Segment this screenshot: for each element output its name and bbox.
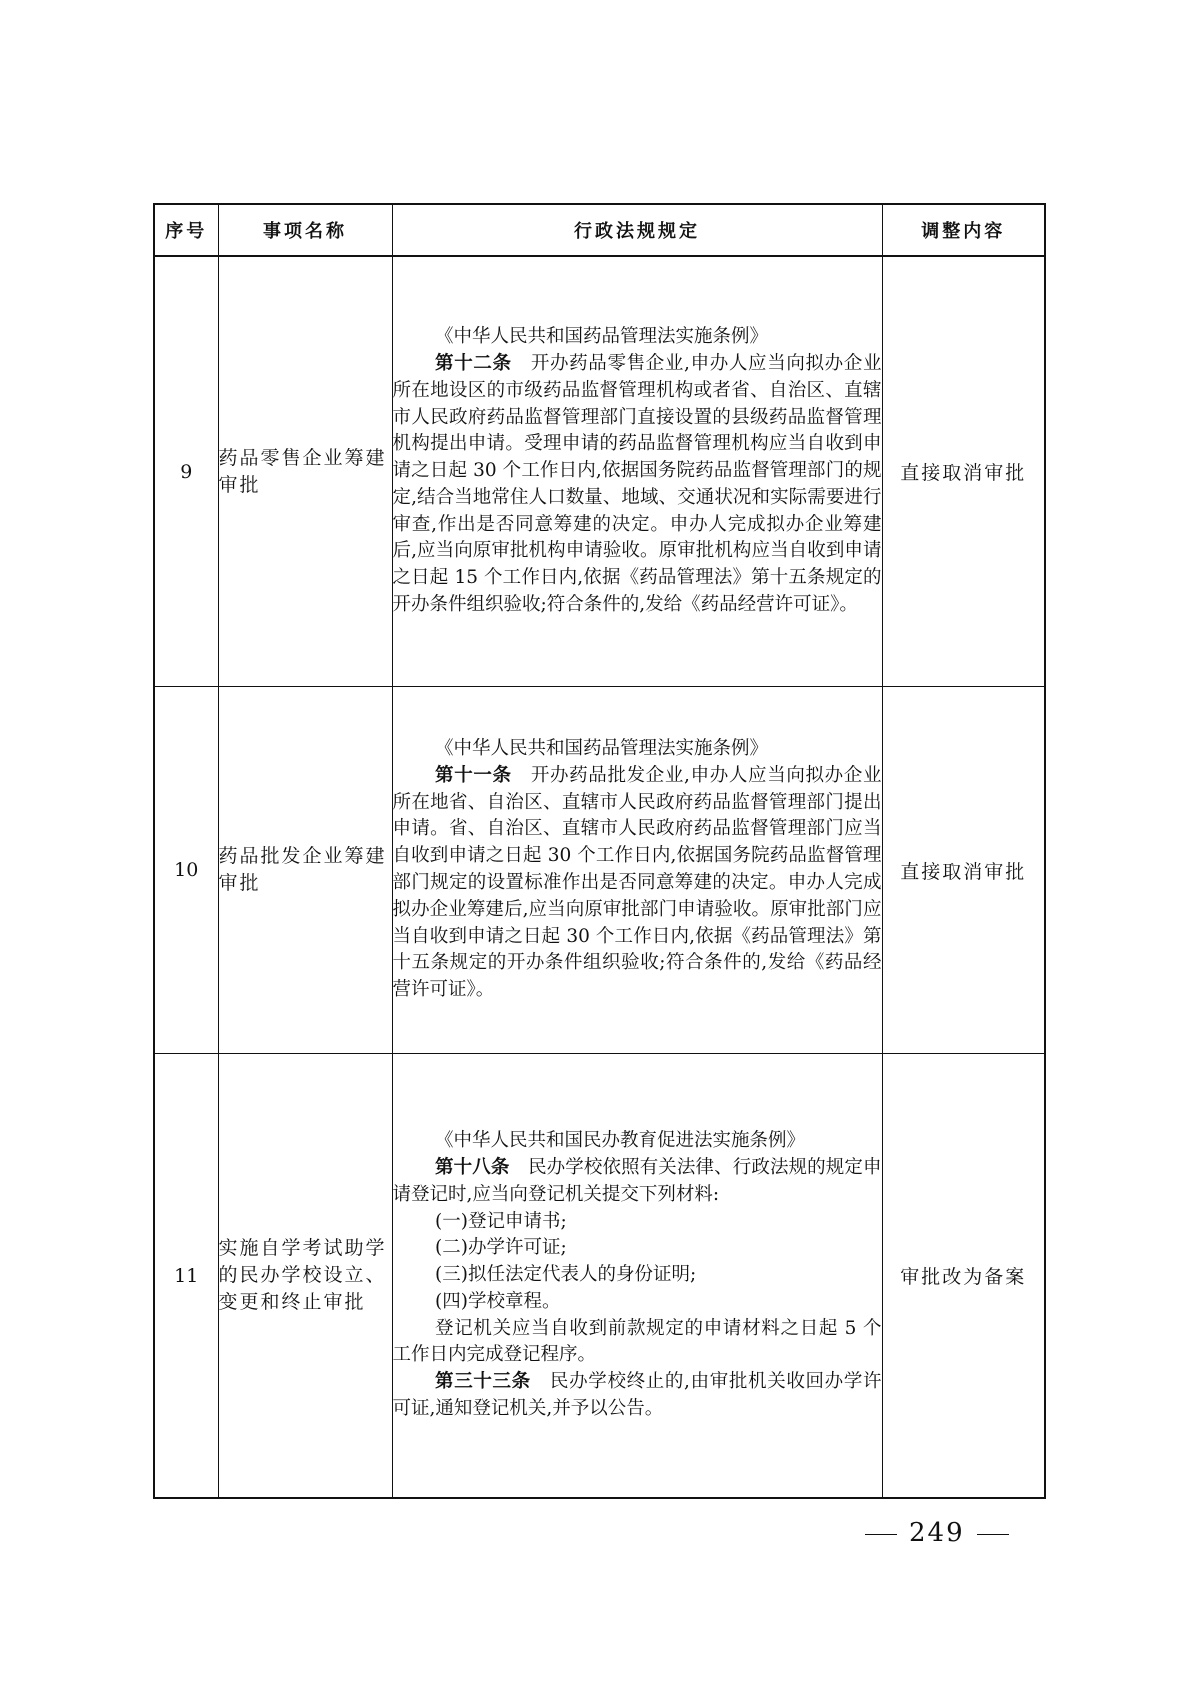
law-body: 民办学校终止的,由审批机关收回办学许可证,通知登记机关,并予以公告。 xyxy=(392,1371,882,1420)
article-label: 第十一条 xyxy=(435,764,512,786)
law-list-item: (三)拟任法定代表人的身份证明; xyxy=(435,1264,697,1286)
dash-left xyxy=(865,1534,897,1535)
law-list-item: (一)登记申请书; xyxy=(435,1210,567,1232)
row-adjustment: 审批改为备案 xyxy=(882,1054,1045,1499)
law-paragraph xyxy=(393,1155,882,1209)
table-row xyxy=(154,1054,1045,1499)
law-body: 民办学校依照有关法律、行政法规的规定申请登记时,应当向登记机关提交下列材料: xyxy=(392,1156,882,1205)
header-adjust: 调整内容 xyxy=(882,204,1045,256)
row-item-name: 药品零售企业筹建审批 xyxy=(218,256,392,687)
law-paragraph xyxy=(393,763,882,1004)
row-law-text xyxy=(392,1054,882,1499)
header-name: 事项名称 xyxy=(218,204,392,256)
row-law-text xyxy=(392,687,882,1054)
header-law: 行政法规规定 xyxy=(392,204,882,256)
regulation-table xyxy=(153,203,1046,1499)
table-row xyxy=(154,256,1045,687)
row-seq: 10 xyxy=(154,687,218,1054)
law-list-item: (二)办学许可证; xyxy=(435,1237,567,1259)
law-body: 开办药品批发企业,申办人应当向拟办企业所在地省、自治区、直辖市人民政府药品监督管理部门提出申请。省、自治区、直辖市人民政府药品监督管理部门应当自收到申请之日起 30 个工作日内,依据国务院药品监督管理部门规定的设置标准作出是否同意筹建的决定。申办人完成拟办企业筹建后,应当向原审批部门申请验收。原审批部门应当自收到申请之日起 30 个工作日内,依据《药品管理法》第十五条规定的开办条件组织验收;符合条件的,发给《药品经营许可证》。 xyxy=(392,764,882,1001)
law-paragraph xyxy=(393,1369,882,1423)
row-law-text xyxy=(392,256,882,687)
row-seq: 11 xyxy=(154,1054,218,1499)
row-item-name: 药品批发企业筹建审批 xyxy=(218,687,392,1054)
page-number-text: 249 xyxy=(909,1518,965,1548)
table-row xyxy=(154,687,1045,1054)
law-list-item: (四)学校章程。 xyxy=(435,1290,561,1312)
article-label: 第三十三条 xyxy=(435,1371,531,1393)
law-title: 《中华人民共和国药品管理法实施条例》 xyxy=(435,738,769,760)
law-paragraph: 登记机关应当自收到前款规定的申请材料之日起 5 个工作日内完成登记程序。 xyxy=(392,1317,882,1366)
table-header-row xyxy=(154,204,1045,256)
law-title: 《中华人民共和国民办教育促进法实施条例》 xyxy=(435,1130,806,1152)
dash-right xyxy=(977,1534,1009,1535)
article-label: 第十八条 xyxy=(435,1156,510,1178)
page-number xyxy=(853,1518,1021,1548)
article-label: 第十二条 xyxy=(435,352,512,374)
row-item-name: 实施自学考试助学的民办学校设立、变更和终止审批 xyxy=(218,1054,392,1499)
row-adjustment: 直接取消审批 xyxy=(882,687,1045,1054)
law-title: 《中华人民共和国药品管理法实施条例》 xyxy=(435,326,769,348)
law-body: 开办药品零售企业,申办人应当向拟办企业所在地设区的市级药品监督管理机构或者省、自治区、直辖市人民政府药品监督管理部门直接设置的县级药品监督管理机构提出申请。受理申请的药品监督管理机构应当自收到申请之日起 30 个工作日内,依据国务院药品监督管理部门的规定,结合当地常住人口数量、地域、交通状况和实际需要进行审查,作出是否同意筹建的决定。申办人完成拟办企业筹建后,应当向原审批机构申请验收。原审批机构应当自收到申请之日起 15 个工作日内,依据《药品管理法》第十五条规定的开办条件组织验收;符合条件的,发给《药品经营许可证》。 xyxy=(392,352,882,616)
header-seq: 序号 xyxy=(154,204,218,256)
row-adjustment: 直接取消审批 xyxy=(882,256,1045,687)
law-paragraph xyxy=(393,351,882,619)
row-seq: 9 xyxy=(154,256,218,687)
